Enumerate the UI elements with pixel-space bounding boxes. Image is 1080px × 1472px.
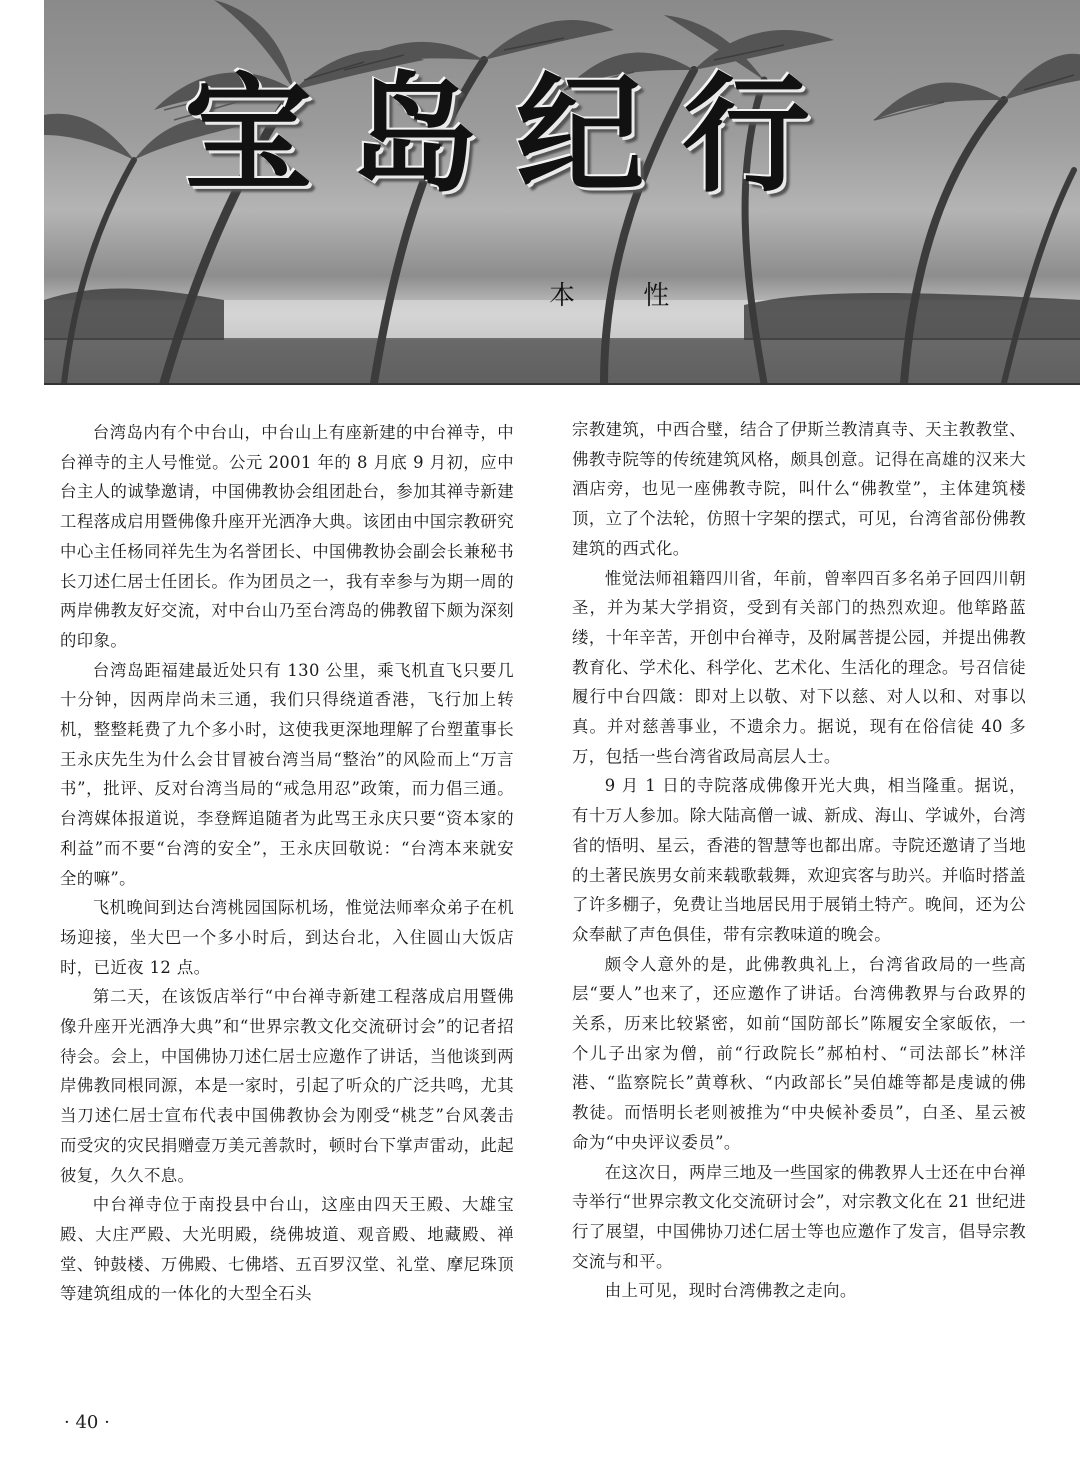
right-column bbox=[572, 415, 1026, 1306]
paragraph: 9 月 1 日的寺院落成佛像开光大典，相当隆重。据说，有十万人参加。除大陆高僧一诚、新成、海山、学诚外，台湾省的悟明、星云，香港的智慧等也都出席。寺院还邀请了当地的土著民族男女前来载歌载舞，欢迎宾客与助兴。并临时搭盖了许多棚子，免费让当地居民用于展销土特产。晚间，还为公众奉献了声色俱佳，带有宗教味道的晚会。 bbox=[572, 776, 1026, 944]
paragraph: 由上可见，现时台湾佛教之走向。 bbox=[604, 1281, 857, 1301]
paragraph: 飞机晚间到达台湾桃园国际机场，惟觉法师率众弟子在机场迎接，坐大巴一个多小时后，到达台北，入住圆山大饭店时，已近夜 12 点。 bbox=[60, 898, 514, 977]
header-banner bbox=[44, 0, 1080, 385]
article-author: 本 性 bbox=[549, 281, 700, 311]
page-number: · 40 · bbox=[64, 1412, 110, 1433]
paragraph: 颇令人意外的是，此佛教典礼上，台湾省政局的一些高层“要人”也来了，还应邀作了讲话。台湾佛教界与台政界的关系，历来比较紧密，如前“国防部长”陈履安全家皈依，一个儿子出家为僧，前“行政院长”郝柏村、“司法部长”林洋港、“监察院长”黄尊秋、“内政部长”吴伯雄等都是虔诚的佛教徒。而悟明长老则被推为“中央候补委员”，白圣、星云被命为“中央评议委员”。 bbox=[572, 954, 1026, 1152]
left-column bbox=[60, 418, 514, 1309]
paragraph: 中台禅寺位于南投县中台山，这座由四天王殿、大雄宝殿、大庄严殿、大光明殿，绕佛坡道、观音殿、地藏殿、禅堂、钟鼓楼、万佛殿、七佛塔、五百罗汉堂、礼堂、摩尼珠顶等建筑组成的一体化的大型全石头 bbox=[60, 1195, 514, 1304]
paragraph: 第二天，在该饭店举行“中台禅寺新建工程落成启用暨佛像升座开光洒净大典”和“世界宗教文化交流研讨会”的记者招待会。会上，中国佛协刀述仁居士应邀作了讲话，当他谈到两岸佛教同根同源，本是一家时，引起了听众的广泛共鸣，尤其当刀述仁居士宣布代表中国佛教协会为刚受“桃芝”台风袭击而受灾的灾民捐赠壹万美元善款时，顿时台下掌声雷动，此起彼复，久久不息。 bbox=[60, 987, 514, 1185]
paragraph: 在这次日，两岸三地及一些国家的佛教界人士还在中台禅寺举行“世界宗教文化交流研讨会”，对宗教文化在 21 世纪进行了展望，中国佛协刀述仁居士等也应邀作了发言，倡导宗教交流与和平。 bbox=[572, 1162, 1026, 1271]
paragraph: 惟觉法师祖籍四川省，年前，曾率四百多名弟子回四川朝圣，并为某大学捐资，受到有关部门的热烈欢迎。他筚路蓝缕，十年辛苦，开创中台禅寺，及附属菩提公园，并提出佛教教育化、学术化、科学化、艺术化、生活化的理念。号召信徒履行中台四箴：即对上以敬、对下以慈、对人以和、对事以真。并对慈善事业，不遗余力。据说，现有在俗信徒 40 多万，包括一些台湾省政局高层人士。 bbox=[572, 568, 1026, 766]
paragraph: 台湾岛距福建最近处只有 130 公里，乘飞机直飞只要几十分钟，因两岸尚未三通，我们只得绕道香港，飞行加上转机，整整耗费了九个多小时，这使我更深地理解了台塑董事长王永庆先生为什么会甘冒被台湾当局“整治”的风险而上“万言书”，批评、反对台湾当局的“戒急用忍”政策，而力倡三通。台湾媒体报道说，李登辉追随者为此骂王永庆只要“资本家的利益”而不要“台湾的安全”，王永庆回敬说：“台湾本来就安全的嘛”。 bbox=[60, 660, 514, 888]
article-title: 宝岛纪行 bbox=[184, 61, 849, 210]
paragraph-continued: 宗教建筑，中西合璧，结合了伊斯兰教清真寺、天主教教堂、佛教寺院等的传统建筑风格，颇具创意。记得在高雄的汉来大酒店旁，也见一座佛教寺院，叫什么“佛教堂”，主体建筑楼顶，立了个法轮，仿照十字架的摆式，可见，台湾省部份佛教建筑的西式化。 bbox=[572, 420, 1026, 558]
paragraph: 台湾岛内有个中台山，中台山上有座新建的中台禅寺，中台禅寺的主人号惟觉。公元 2001 年的 8 月底 9 月初，应中台主人的诚挚邀请，中国佛教协会组团赴台，参加其禅寺新建工程落成启用暨佛像升座开光洒净大典。该团由中国宗教研究中心主任杨同祥先生为名誉团长、中国佛教协会副会长兼秘书长刀述仁居士任团长。作为团员之一，我有幸参与为期一周的两岸佛教友好交流，对中台山乃至台湾岛的佛教留下颇为深刻的印象。 bbox=[60, 423, 514, 650]
